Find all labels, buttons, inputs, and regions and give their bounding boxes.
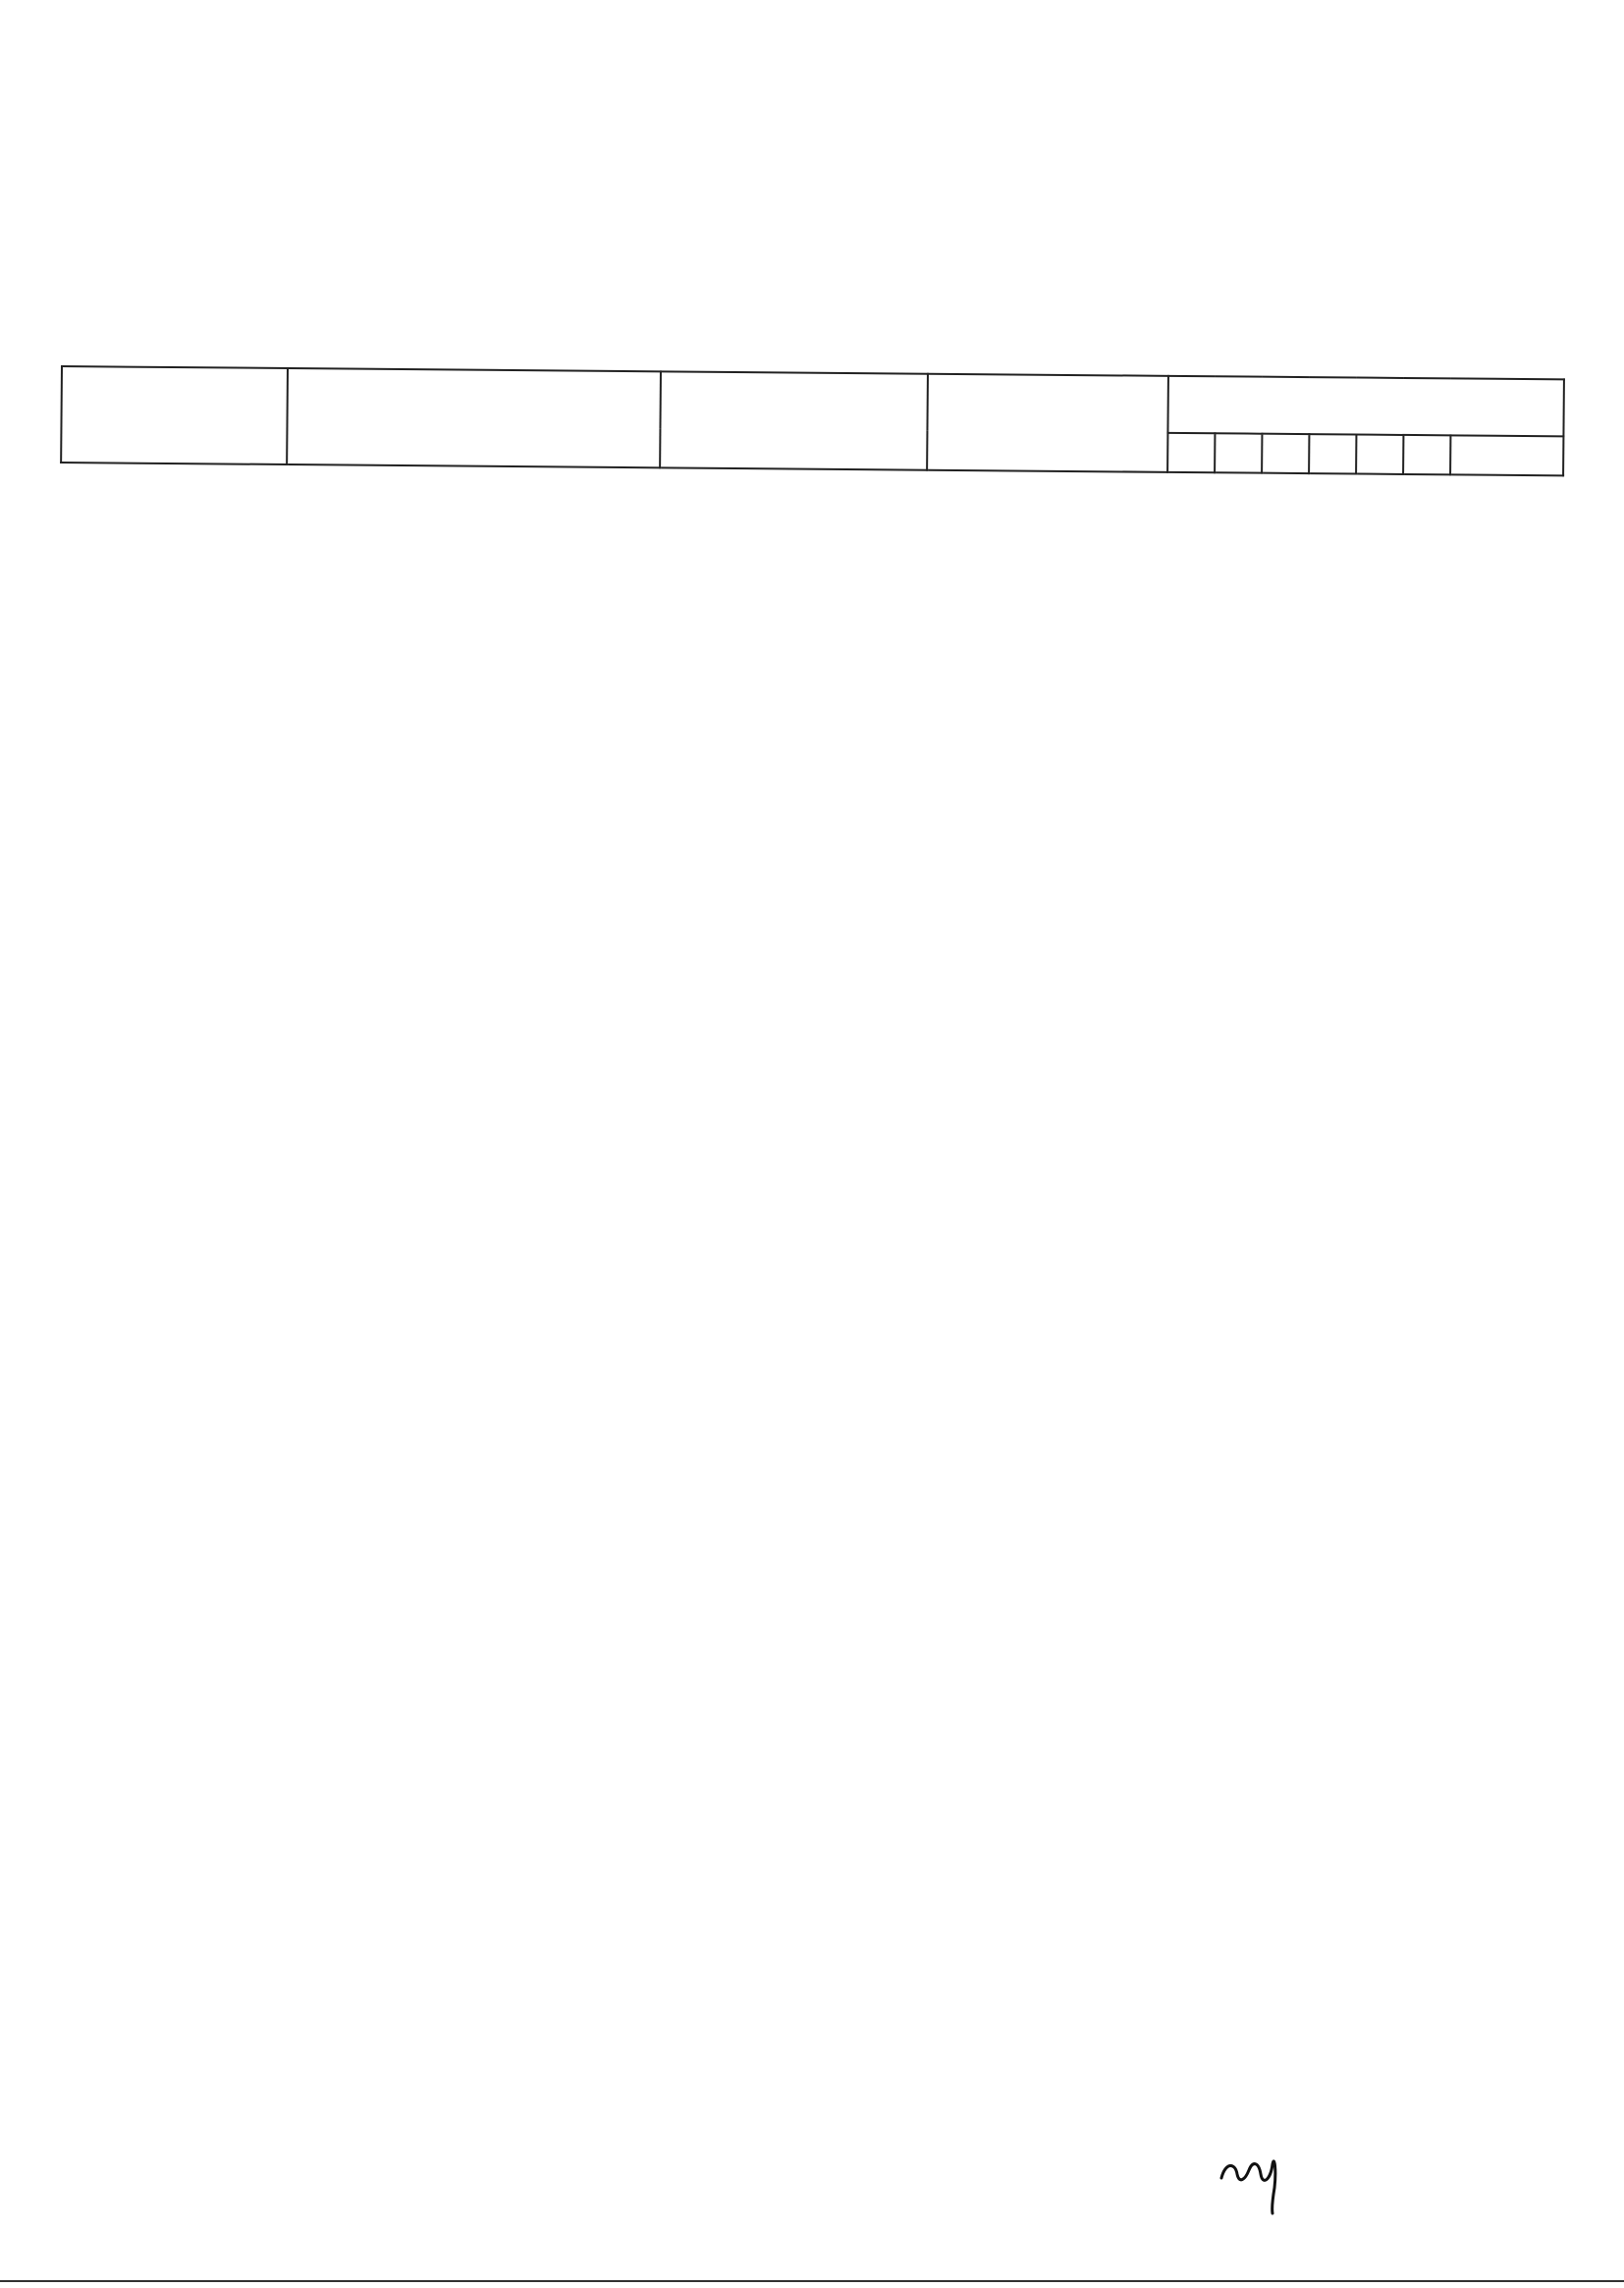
bottom-rule [0,2280,1624,2282]
header-structure-col [1215,433,1262,472]
header-structure-col [1403,435,1450,474]
header-denomination [287,368,661,467]
article2-text [304,1713,1424,1791]
header-structure-col [1262,434,1309,473]
schools-table-wrapper [49,365,1563,1723]
header-structure-col [1167,433,1215,472]
header-structure-col [1356,435,1403,474]
handwritten-signature [1216,2141,1304,2219]
header-section [927,374,1168,472]
header-regime [660,371,928,469]
schools-table [60,365,1565,476]
header-territoire [61,366,288,464]
header-structure-col [1309,434,1356,473]
header-structure-col [1450,435,1563,475]
header-structure [1167,376,1563,437]
article3-text [304,1832,1473,1911]
